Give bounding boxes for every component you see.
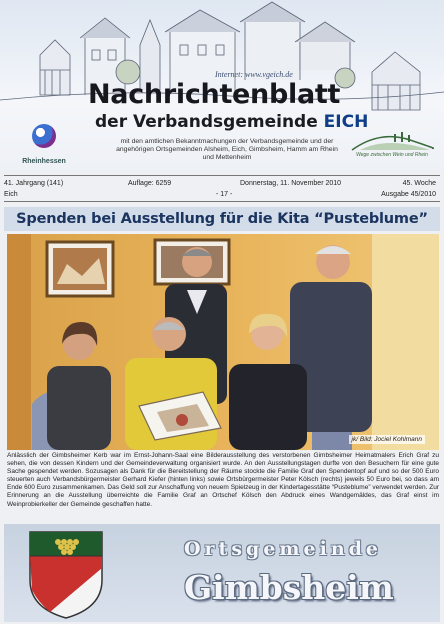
website-url: Internet: www.vgeich.de	[215, 70, 293, 79]
rheinhessen-label: Rheinhessen	[22, 158, 66, 165]
page-number: - 17 -	[216, 191, 233, 198]
issue-date: Donnerstag, 11. November 2010	[240, 180, 342, 187]
group-photo-illustration	[7, 234, 439, 450]
ortsgemeinde-label: Ortsgemeinde	[184, 538, 383, 560]
newspaper-subtitle	[95, 112, 368, 132]
issue-edition: Ausgabe 45/2010	[381, 191, 436, 198]
masthead	[0, 0, 444, 170]
ortsgemeinde-banner	[4, 524, 440, 622]
wine-rhine-logo	[350, 128, 434, 162]
article-caption: Anlässlich der Gimbsheimer Kerb war im Ernst-Johann-Saal eine Bilderausstellung des verstorbenen Gimbsheimer Heimatmalers Erich Graf zu sehen, die von dessen Kindern und der Gemeindeverwaltung organisiert wurde. An den Ausstellungstagen durfte von den Besuchern für eine gute Sache gespendet werden. Sozusagen als Dank für die Bereitstellung der Räume stockte die Familie Graf den Spendentopf auf und so der 500 Euro steuerten auch Verbandsbürgermeister Gerhard Kiefer (hinten links) sowie Ortsbürgermeister Peter Kölsch (rechts) jeweils 50 Euro bei, so dass am Ende 600 Euro zusammenkamen. Das Geld soll zur Anschaffung von neuem Spielzeug in der Kindertagesstätte “Pusteblume” verwendet werden. Zur Erinnerung an die Ausstellung überreichte die Familie Graf an Ortschef Kölsch den Abdruck eines Wandgemäldes, das Graf einst im Weinprobierkeller der Gemeinde geschaffen hatte.	[7, 452, 439, 508]
announcement-text: mit den amtlichen Bekanntmachungen der Verbandsgemeinde und der angehörigen Ortsgemeinden Alsheim, Eich, Gimbsheim, Hamm am Rhein und Mettenheim	[116, 138, 338, 161]
wine-rhine-label: Wege zwischen Wein und Rhein	[356, 152, 428, 158]
hills-trees-icon	[350, 128, 434, 152]
newspaper-title: Nachrichtenblatt	[88, 79, 341, 110]
subtitle-prefix: der Verbandsgemeinde	[95, 112, 318, 132]
issue-week: 45. Woche	[402, 180, 436, 187]
rheinhessen-emblem-icon	[32, 124, 56, 148]
subtitle-place: EICH	[323, 112, 369, 132]
article-photo	[7, 234, 439, 450]
rheinhessen-logo	[14, 124, 74, 168]
photo-credit: jk/ Bild: Jociel Kohlmann	[349, 435, 425, 444]
article-headline: Spenden bei Ausstellung für die Kita “Pusteblume”	[4, 207, 440, 231]
gimbsheim-label: Gimbsheim	[184, 568, 394, 607]
issue-place: Eich	[4, 191, 18, 198]
gimbsheim-coat-of-arms-icon	[20, 528, 112, 620]
issue-info-bar	[4, 175, 440, 202]
issue-circulation: Auflage: 6259	[128, 180, 172, 187]
issue-volume: 41. Jahrgang (141)	[4, 180, 64, 187]
